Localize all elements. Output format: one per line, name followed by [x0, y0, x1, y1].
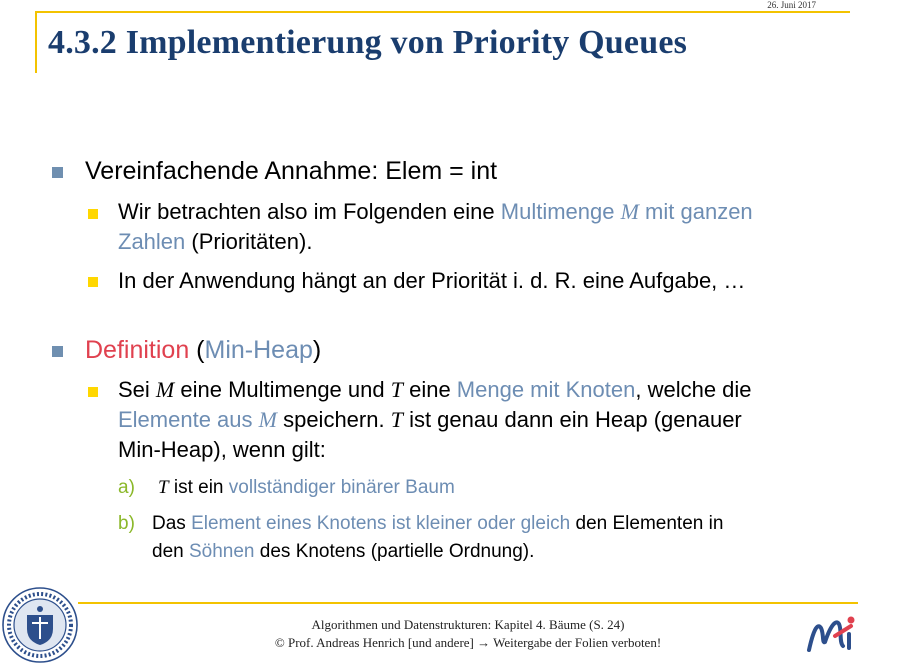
mi-logo-icon [805, 612, 857, 654]
text-run: eine [402, 377, 457, 402]
text-run: des Knotens (partielle Ordnung). [254, 541, 535, 562]
top-rule [35, 11, 850, 13]
university-seal-icon [0, 585, 80, 665]
bullet-square-icon [52, 346, 63, 357]
text-run: den [152, 541, 189, 562]
highlight-menge-mit-knoten: Menge mit Knoten [456, 377, 636, 402]
definition-term: Min-Heap [204, 336, 313, 364]
text-run: ist ein [168, 477, 229, 498]
math-symbol-m: M [620, 199, 639, 224]
math-symbol-m: M [155, 377, 175, 402]
sub-bullet-square-icon [88, 209, 98, 219]
text-run: ) [312, 336, 322, 364]
text-run: Das [152, 513, 192, 534]
text-run: Sei [118, 377, 156, 402]
slide-title: 4.3.2 Implementierung von Priority Queues [48, 24, 688, 61]
highlight-multimenge: Multimenge [500, 199, 621, 224]
bullet-square-icon [52, 167, 63, 178]
sub-bullet-square-icon [88, 277, 98, 287]
highlight-soehnen: Söhnen [188, 541, 255, 562]
item-a-text [158, 474, 455, 502]
math-symbol-t: T [158, 477, 169, 498]
item-a-marker: a) [118, 477, 135, 498]
footer-line-2: © Prof. Andreas Henrich [und andere] → Weitergabe der Folien verboten! [274, 635, 662, 650]
text-run: (Prioritäten). [185, 229, 313, 254]
text-run: Min-Heap), wenn gilt: [118, 437, 326, 462]
slide-date: 26. Juni 2017 [767, 0, 816, 10]
highlight-ganzen: mit ganzen [638, 199, 753, 224]
text-run: speichern. [276, 407, 391, 432]
definition-label: Definition [85, 336, 190, 364]
bullet-1-sub-2: In der Anwendung hängt an der Priorität i. d. R. eine Aufgabe, … [118, 268, 746, 293]
item-b-text [152, 510, 723, 566]
bullet-2-heading [85, 335, 321, 365]
bottom-rule [78, 602, 858, 604]
text-run: eine Multimenge und [174, 377, 391, 402]
text-run: ( [189, 336, 205, 364]
highlight-zahlen: Zahlen [118, 229, 186, 254]
text-run: ist genau dann ein Heap (genauer [402, 407, 742, 432]
math-symbol-m: M [258, 407, 277, 432]
math-symbol-t: T [390, 407, 403, 432]
bullet-2-sub-1 [118, 375, 858, 465]
bullet-1-sub-1 [118, 197, 858, 257]
text-run: Wir betrachten also im Folgenden eine [118, 199, 501, 224]
highlight-kleiner-oder-gleich: Element eines Knotens ist kleiner oder gleich [191, 513, 571, 534]
item-b-marker: b) [118, 513, 135, 534]
left-rule [35, 11, 37, 73]
highlight-elemente-aus: Elemente aus [118, 407, 259, 432]
text-run: den Elementen in [570, 513, 724, 534]
text-run: , welche die [635, 377, 752, 402]
sub-bullet-square-icon [88, 387, 98, 397]
footer-line-1: Algorithmen und Datenstrukturen: Kapitel 4. Bäume (S. 24) [311, 617, 625, 632]
math-symbol-t: T [390, 377, 403, 402]
bullet-1-text: Vereinfachende Annahme: Elem = int [85, 157, 498, 185]
highlight-binaerer-baum: vollständiger binärer Baum [228, 477, 455, 498]
